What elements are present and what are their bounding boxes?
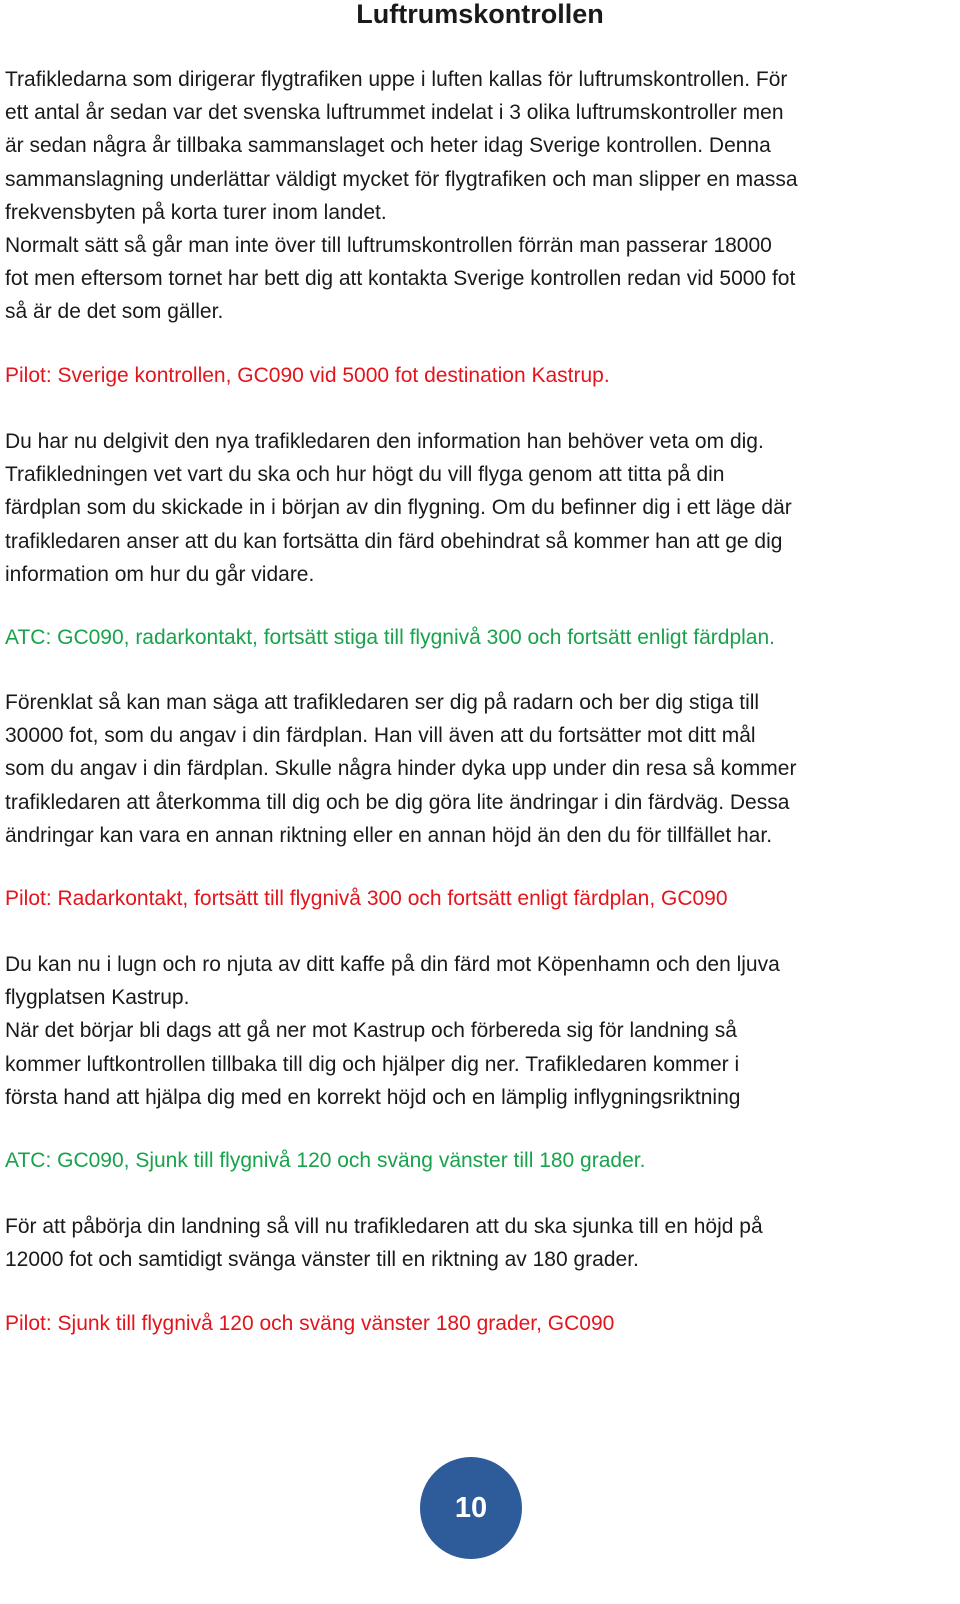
page-number-badge (420, 1457, 522, 1559)
page-title: Luftrumskontrollen (356, 0, 604, 29)
atc-dialogue-1: ATC: GC090, radarkontakt, fortsätt stiga till flygnivå 300 och fortsätt enligt färdplan. (5, 626, 775, 649)
page-number: 10 (454, 1492, 488, 1524)
pilot-dialogue-2: Pilot: Radarkontakt, fortsätt till flygnivå 300 och fortsätt enligt färdplan, GC090 (5, 887, 728, 910)
pilot-dialogue-1: Pilot: Sverige kontrollen, GC090 vid 5000 fot destination Kastrup. (5, 364, 610, 387)
body-paragraph-descent: För att påbörja din landning så vill nu trafikledaren att du ska sjunka till en höjd på 12000 fot och samtidigt svänga vänster till en riktning av 180 grader. (5, 1215, 763, 1272)
pilot-dialogue-3: Pilot: Sjunk till flygnivå 120 och sväng vänster 180 grader, GC090 (5, 1312, 615, 1335)
body-paragraph-intro: Trafikledarna som dirigerar flygtrafiken uppe i luften kallas för luftrumskontrollen. För ett antal år sedan var det svenska luftrummet indelat i 3 olika luftrumskontroller men är sedan några år tillbaka sammanslaget och heter idag Sverige kontrollen. Denna sammanslagning underlättar väldigt mycket för flygtrafiken och man slipper en massa frekvensbyten på korta turer inom landet. Normalt sätt så går man inte över till luftrumskontrollen förrän man passerar 18000 fot men eftersom tornet har bett dig att kontakta Sverige kontrollen redan vid 5000 fot så är de det som gäller. (5, 68, 798, 324)
body-paragraph-handover: Du har nu delgivit den nya trafikledaren den information han behöver veta om dig. Trafikledningen vet vart du ska och hur högt du vill flyga genom att titta på din färdplan som du skickade in i början av din flygning. Om du befinner dig i ett läge där trafikledaren anser att du kan fortsätta din färd obehindrat så kommer han att ge dig information om hur du går vidare. (5, 430, 792, 586)
body-paragraph-approach: Du kan nu i lugn och ro njuta av ditt kaffe på din färd mot Köpenhamn och den ljuva flygplatsen Kastrup. När det börjar bli dags att gå ner mot Kastrup och förbereda sig för landning så kommer luftkontrollen tillbaka till dig och hjälper dig ner. Trafikledaren kommer i första hand att hjälpa dig med en korrekt höjd och en lämplig inflygningsriktning (5, 953, 780, 1109)
atc-dialogue-2: ATC: GC090, Sjunk till flygnivå 120 och sväng vänster till 180 grader. (5, 1149, 646, 1172)
body-paragraph-explanation: Förenklat så kan man säga att trafikledaren ser dig på radarn och ber dig stiga till 30000 fot, som du angav i din färdplan. Han vill även att du fortsätter mot ditt mål som du angav i din färdplan. Skulle några hinder dyka upp under din resa så kommer trafikledaren att återkomma till dig och be dig göra lite ändringar i din färdväg. Dessa ändringar kan vara en annan riktning eller en annan höjd än den du för tillfället har. (5, 691, 797, 847)
